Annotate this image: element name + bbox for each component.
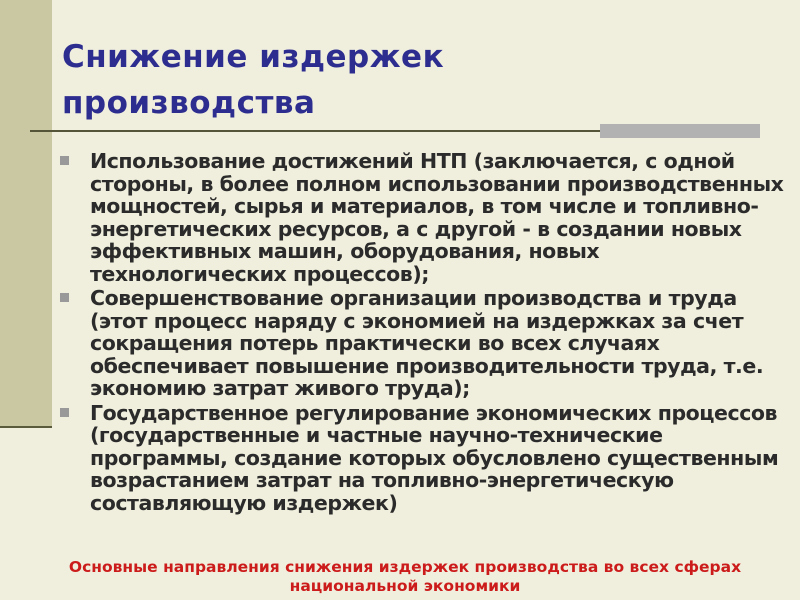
bullet-item-organization (60, 287, 792, 400)
title-accent-bar (600, 124, 760, 138)
bullet-list (60, 150, 792, 516)
bullet-text: Совершенствование организации производства и труда (этот процесс наряду с экономией на издержках за счет сокращения потерь практически во всех случаях обеспечивает повышение производительности труда, т.е. экономию затрат живого труда); (90, 286, 764, 400)
title-line-1: Снижение издержек (62, 39, 445, 75)
left-band-divider (0, 426, 52, 428)
left-decorative-band (0, 0, 52, 428)
bullet-text: Государственное регулирование экономических процессов (государственные и частные научно-технические программы, создание которых обусловлено существенным возрастанием затрат на топливно-энергетическую составляющую издержек) (90, 400, 779, 515)
title-line-2: производства (62, 85, 316, 121)
bullet-item-regulation (60, 402, 792, 515)
square-bullet-icon (60, 408, 69, 417)
bullet-text: Использование достижений НТП (заключается, с одной стороны, в более полном использовании производственных мощностей, сырья и материалов, в том числе и топливно-энергетических ресурсов, а с другой - в создании новых эффективных машин, оборудования, новых технологических процессов); (90, 149, 784, 286)
slide-footer-caption: Основные направления снижения издержек производства во всех сферах национальной экономики (68, 558, 742, 595)
square-bullet-icon (60, 156, 69, 165)
square-bullet-icon (60, 293, 69, 302)
slide-title (62, 34, 582, 126)
bullet-item-ntp (60, 150, 792, 285)
